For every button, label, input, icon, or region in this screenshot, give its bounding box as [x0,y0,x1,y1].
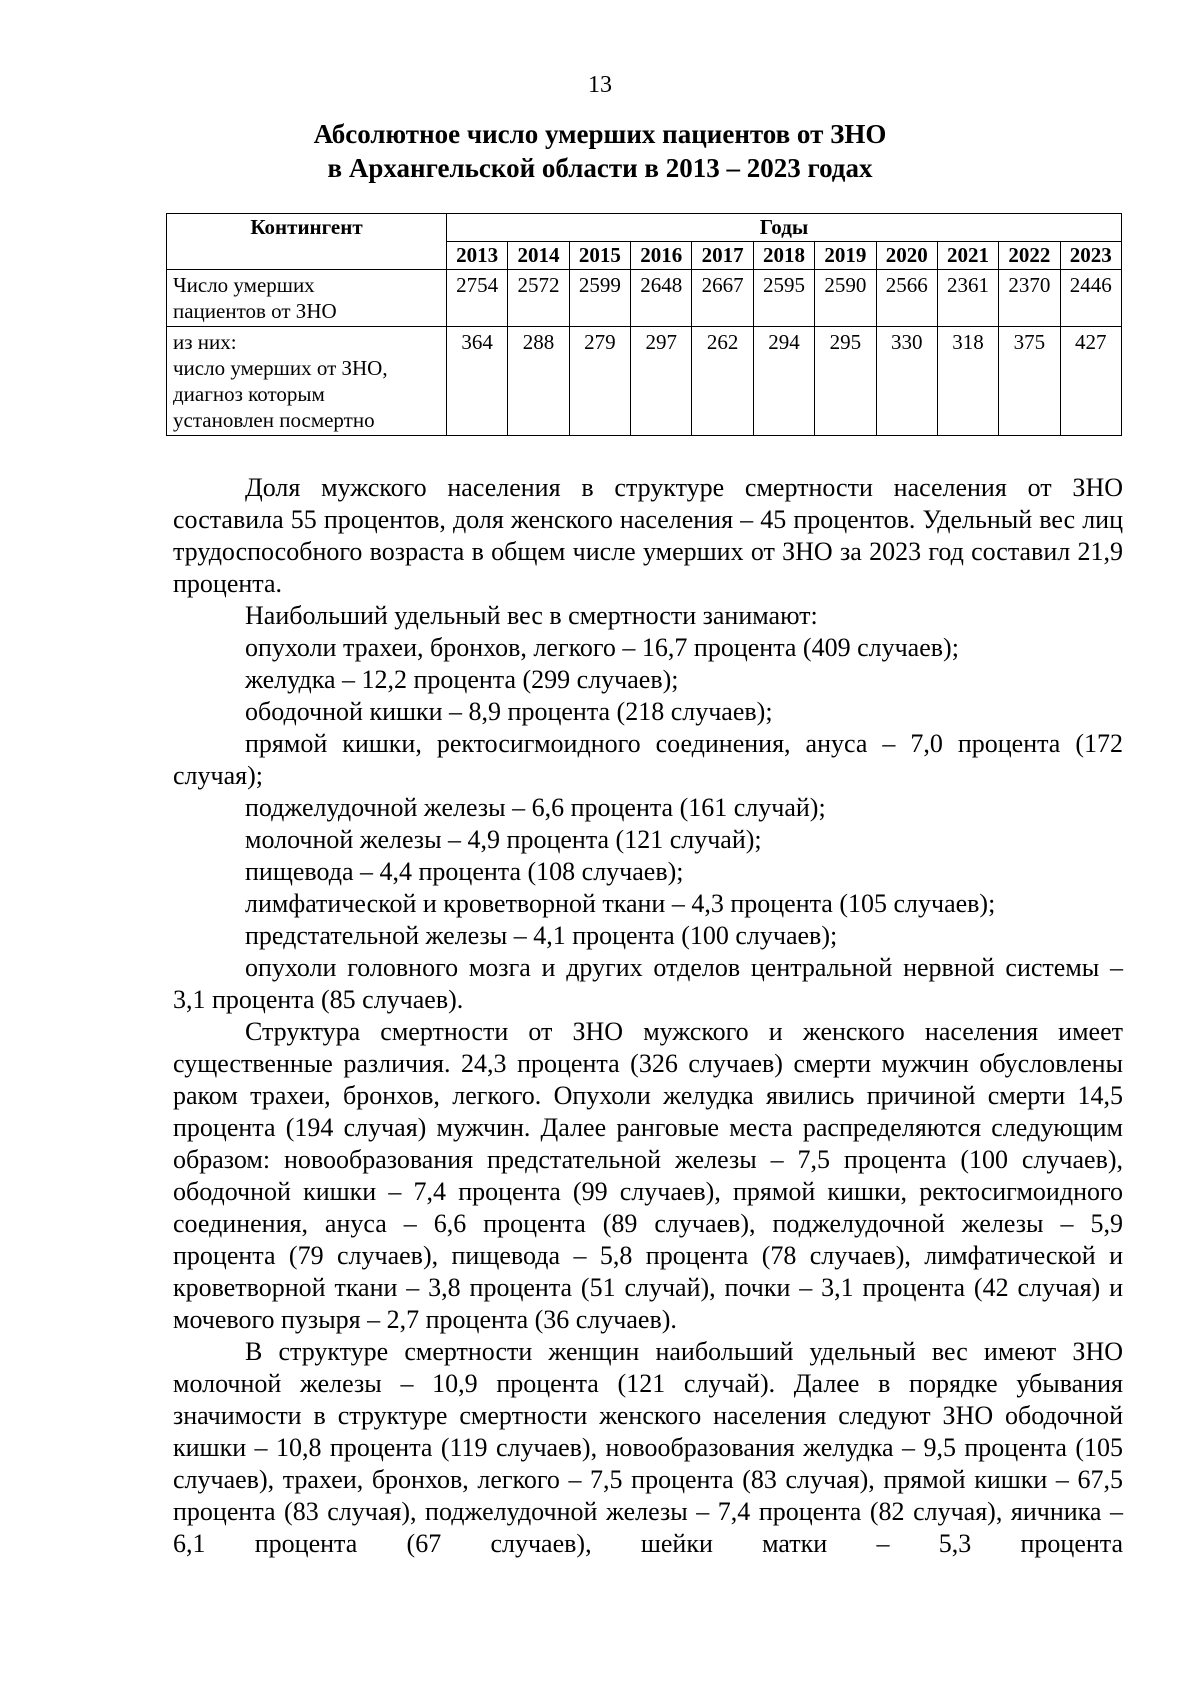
paragraph: В структуре смертности женщин наибольший удельный вес имеют ЗНО молочной железы – 10,9 процента (121 случай). Далее в порядке убывания значимости в структуре смертности женского населения следуют ЗНО ободочной кишки – 10,8 процента (119 случаев), новообразования желудка – 9,5 процента (105 случаев), трахеи, бронхов, легкого – 7,5 процента (83 случая), прямой кишки – 67,5 процента (83 случая), поджелудочной железы – 7,4 процента (82 случая), яичника – 6,1 процента (67 случаев), шейки матки – 5,3 процента [173,1337,1123,1558]
row-label-line: установлен посмертно [173,408,375,432]
table-cell: 330 [876,327,937,436]
row-label [167,270,447,327]
document-body [173,472,1123,1560]
row-label [167,327,447,436]
year-header: 2019 [815,242,876,270]
table-cell: 2566 [876,270,937,327]
year-header: 2013 [447,242,508,270]
document-title [0,117,1200,185]
table-cell: 2572 [508,270,569,327]
list-item: опухоли трахеи, бронхов, легкого – 16,7 процента (409 случаев); [245,633,959,662]
row-label-line: из них: [173,330,237,354]
list-item: прямой кишки, ректосигмоидного соединения, ануса – 7,0 процента (172 случая); [173,729,1123,790]
table-cell: 279 [569,327,630,436]
table-row-postmortem-diagnosis [167,327,1122,436]
list-item: молочной железы – 4,9 процента (121 случай); [245,825,762,854]
title-line-2: в Архангельской области в 2013 – 2023 годах [327,153,873,183]
list-item: предстательной железы – 4,1 процента (100 случаев); [245,921,838,950]
year-header: 2023 [1060,242,1121,270]
table-cell: 2599 [569,270,630,327]
year-header: 2021 [937,242,998,270]
list-item: пищевода – 4,4 процента (108 случаев); [245,857,684,886]
table-cell: 295 [815,327,876,436]
table-cell: 364 [447,327,508,436]
table-row-total-deaths [167,270,1122,327]
table-cell: 2590 [815,270,876,327]
paragraph: Структура смертности от ЗНО мужского и женского населения имеет существенные различия. 24,3 процента (326 случаев) смерти мужчин обусловлены раком трахеи, бронхов, легкого. Опухоли желудка явились причиной смерти 14,5 процента (194 случая) мужчин. Далее ранговые места распределяются следующим образом: новообразования предстательной железы – 7,5 процента (100 случаев), ободочной кишки – 7,4 процента (99 случаев), прямой кишки, ректосигмоидного соединения, ануса – 6,6 процента (89 случаев), поджелудочной железы – 5,9 процента (79 случаев), пищевода – 5,8 процента (78 случаев), лимфатической и кроветворной ткани – 3,8 процента (51 случай), почки – 3,1 процента (42 случая) и мочевого пузыря – 2,7 процента (36 случаев). [173,1017,1123,1334]
table-cell: 262 [692,327,753,436]
header-years: Годы [447,214,1122,242]
year-header: 2022 [999,242,1060,270]
paragraph: Наибольший удельный вес в смертности занимают: [245,601,818,630]
title-line-1: Абсолютное число умерших пациентов от ЗНО [313,119,887,149]
page-number: 13 [588,72,612,98]
header-contingent: Контингент [167,214,447,270]
table-cell: 2446 [1060,270,1121,327]
paragraph: Доля мужского населения в структуре смертности населения от ЗНО составила 55 процентов, доля женского населения – 45 процентов. Удельный вес лиц трудоспособного возраста в общем числе умерших от ЗНО за 2023 год составил 21,9 процента. [173,473,1123,598]
row-label-line: число умерших от ЗНО, [173,356,388,380]
year-header: 2018 [753,242,814,270]
table-cell: 318 [937,327,998,436]
table-cell: 297 [631,327,692,436]
table-cell: 2361 [937,270,998,327]
year-header: 2016 [631,242,692,270]
table-cell: 2754 [447,270,508,327]
year-header: 2017 [692,242,753,270]
table-cell: 294 [753,327,814,436]
year-header: 2020 [876,242,937,270]
row-label-line: диагноз которым [173,382,325,406]
list-item: опухоли головного мозга и других отделов центральной нервной системы – 3,1 процента (85 случаев). [173,953,1123,1014]
table-cell: 2667 [692,270,753,327]
year-header: 2015 [569,242,630,270]
table-cell: 427 [1060,327,1121,436]
list-item: лимфатической и кроветворной ткани – 4,3 процента (105 случаев); [245,889,996,918]
table-cell: 288 [508,327,569,436]
year-header: 2014 [508,242,569,270]
list-item: поджелудочной железы – 6,6 процента (161 случай); [245,793,826,822]
table-cell: 2370 [999,270,1060,327]
row-label-line: Число умерших [173,273,315,297]
table-cell: 2648 [631,270,692,327]
row-label-line: пациентов от ЗНО [173,299,337,323]
list-item: желудка – 12,2 процента (299 случаев); [245,665,679,694]
list-item: ободочной кишки – 8,9 процента (218 случаев); [245,697,773,726]
table-cell: 375 [999,327,1060,436]
table-cell: 2595 [753,270,814,327]
mortality-table [166,213,1122,436]
